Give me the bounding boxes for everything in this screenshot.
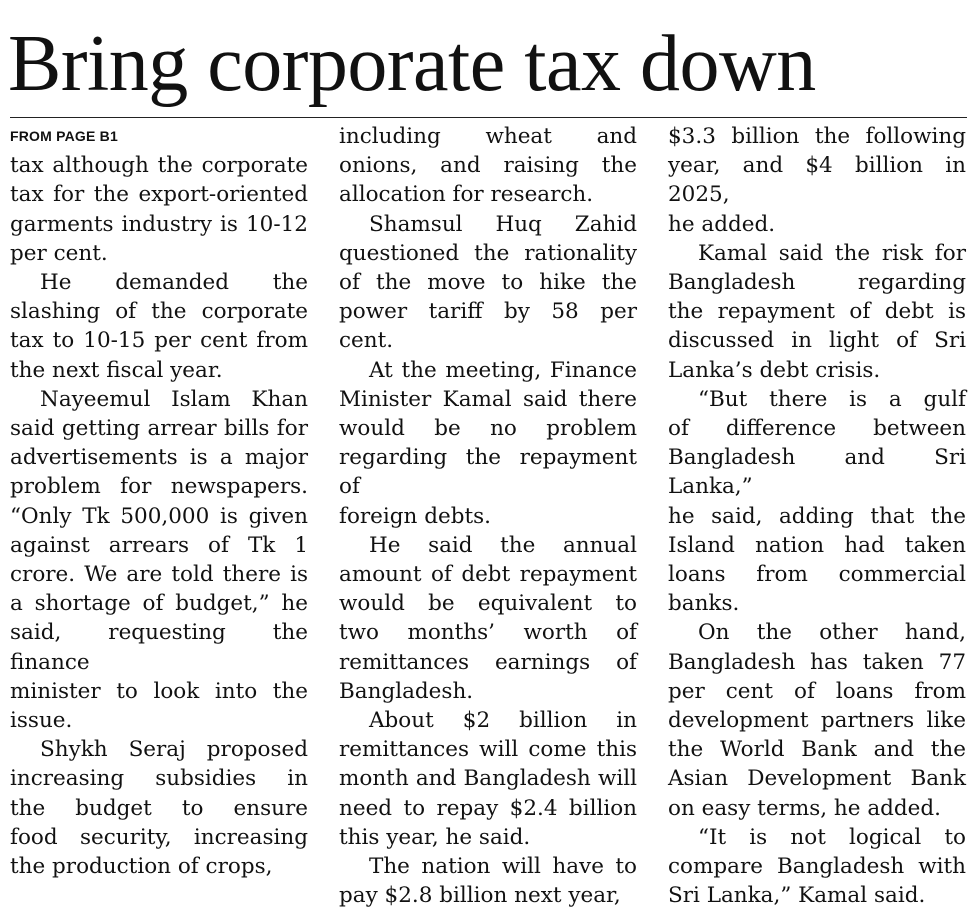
text-line: compare Bangladesh with <box>668 854 966 880</box>
text-line: increasing subsidies in <box>10 766 308 792</box>
text-line: Shykh Seraj proposed <box>40 737 308 763</box>
text-line: of the move to hike the <box>339 270 637 296</box>
text-line: the repayment of debt is <box>668 299 966 325</box>
article-paragraph <box>668 239 966 385</box>
text-line: regarding the repayment of <box>339 445 637 500</box>
text-line: Bangladesh and Sri Lanka,” <box>668 445 966 500</box>
text-line: onions, and raising the <box>339 153 637 179</box>
text-line: Sri Lanka,” Kamal said. <box>668 883 926 909</box>
text-line: Nayeemul Islam Khan <box>40 386 308 412</box>
text-line: Kamal said the risk for <box>698 240 966 266</box>
article-paragraph <box>339 531 637 706</box>
text-line: per cent of loans from <box>668 678 966 704</box>
article-column-2 <box>339 122 637 909</box>
text-line: Asian Development Bank <box>668 766 966 792</box>
text-line: allocation for research. <box>339 182 594 208</box>
text-line: “But there is a gulf <box>698 386 966 412</box>
article-paragraph <box>339 852 637 910</box>
article-column-1 <box>10 122 308 880</box>
text-line: minister to look into the <box>10 678 308 704</box>
text-line: power tariff by 58 per cent. <box>339 299 637 354</box>
article-column-3 <box>668 122 966 909</box>
text-line: garments industry is 10-12 <box>10 211 308 237</box>
text-line: on easy terms, he added. <box>668 795 941 821</box>
text-line: problem for newspapers. <box>10 474 308 500</box>
text-line: “It is not logical to <box>698 824 966 850</box>
text-line: per cent. <box>10 240 108 266</box>
text-line: On the other hand, <box>698 620 966 646</box>
text-line: Bangladesh regarding <box>668 270 966 296</box>
text-line: the budget to ensure <box>10 795 308 821</box>
text-line: The nation will have to <box>369 854 637 880</box>
text-line: would be equivalent to <box>339 591 637 617</box>
text-line: amount of debt repayment <box>339 562 637 588</box>
text-line: slashing of the corporate <box>10 299 308 325</box>
article-paragraph <box>668 122 966 239</box>
text-line: tax although the corporate <box>10 153 308 179</box>
article-paragraph <box>668 618 966 822</box>
text-line: a shortage of budget,” he <box>10 591 308 617</box>
text-line: crore. We are told there is <box>10 562 308 588</box>
article-paragraph <box>10 151 308 268</box>
article-paragraph <box>668 385 966 619</box>
text-line: advertisements is a major <box>10 445 308 471</box>
text-line: tax for the export-oriented <box>10 182 308 208</box>
article-paragraph <box>10 735 308 881</box>
text-line: need to repay $2.4 billion <box>339 795 637 821</box>
text-line: the production of crops, <box>10 854 273 880</box>
headline-rule <box>10 117 967 118</box>
article-paragraph <box>339 706 637 852</box>
text-line: “Only Tk 500,000 is given <box>10 503 308 529</box>
text-line: he added. <box>668 211 776 237</box>
text-line: said getting arrear bills for <box>10 416 308 442</box>
text-line: Minister Kamal said there <box>339 386 637 412</box>
text-line: the World Bank and the <box>668 737 966 763</box>
text-line: said, requesting the finance <box>10 620 308 675</box>
article-paragraph <box>339 210 637 356</box>
text-line: he said, adding that the <box>668 503 966 529</box>
text-line: would be no problem <box>339 416 637 442</box>
text-line: Island nation had taken <box>668 532 966 558</box>
text-line: questioned the rationality <box>339 240 637 266</box>
text-line: Bangladesh has taken 77 <box>668 649 966 675</box>
text-line: discussed in light of Sri <box>668 328 966 354</box>
article-paragraph <box>10 268 308 385</box>
text-line: pay $2.8 billion next year, <box>339 883 621 909</box>
text-line: foreign debts. <box>339 503 491 529</box>
text-line: Shamsul Huq Zahid <box>369 211 637 237</box>
article-paragraph <box>339 356 637 531</box>
text-line: $3.3 billion the following <box>668 124 966 149</box>
text-line: banks. <box>668 591 740 617</box>
text-line: two months’ worth of <box>339 620 637 646</box>
text-line: issue. <box>10 708 73 734</box>
text-line: loans from commercial <box>668 562 966 588</box>
text-line: against arrears of Tk 1 <box>10 532 308 558</box>
text-line: the next fiscal year. <box>10 357 223 383</box>
text-line: He said the annual <box>369 532 637 558</box>
article-paragraph <box>10 385 308 735</box>
article-paragraph <box>668 823 966 910</box>
text-line: About $2 billion in <box>369 708 637 734</box>
text-line: of difference between <box>668 416 966 442</box>
text-line: He demanded the <box>40 270 308 295</box>
text-line: tax to 10-15 per cent from <box>10 328 308 354</box>
text-line: year, and $4 billion in 2025, <box>668 153 966 208</box>
text-line: remittances will come this <box>339 737 637 763</box>
text-line: development partners like <box>668 708 966 734</box>
text-line: food security, increasing <box>10 824 308 850</box>
article-paragraph <box>339 122 637 210</box>
text-line: this year, he said. <box>339 824 531 850</box>
text-line: At the meeting, Finance <box>369 357 637 383</box>
text-line: remittances earnings of <box>339 649 637 675</box>
article-headline: Bring corporate tax down <box>8 20 816 108</box>
text-line: Bangladesh. <box>339 678 474 704</box>
text-line: including wheat and <box>339 124 637 149</box>
continued-from-label: FROM PAGE B1 <box>10 128 118 144</box>
text-line: Lanka’s debt crisis. <box>668 357 881 383</box>
text-line: month and Bangladesh will <box>339 766 637 792</box>
